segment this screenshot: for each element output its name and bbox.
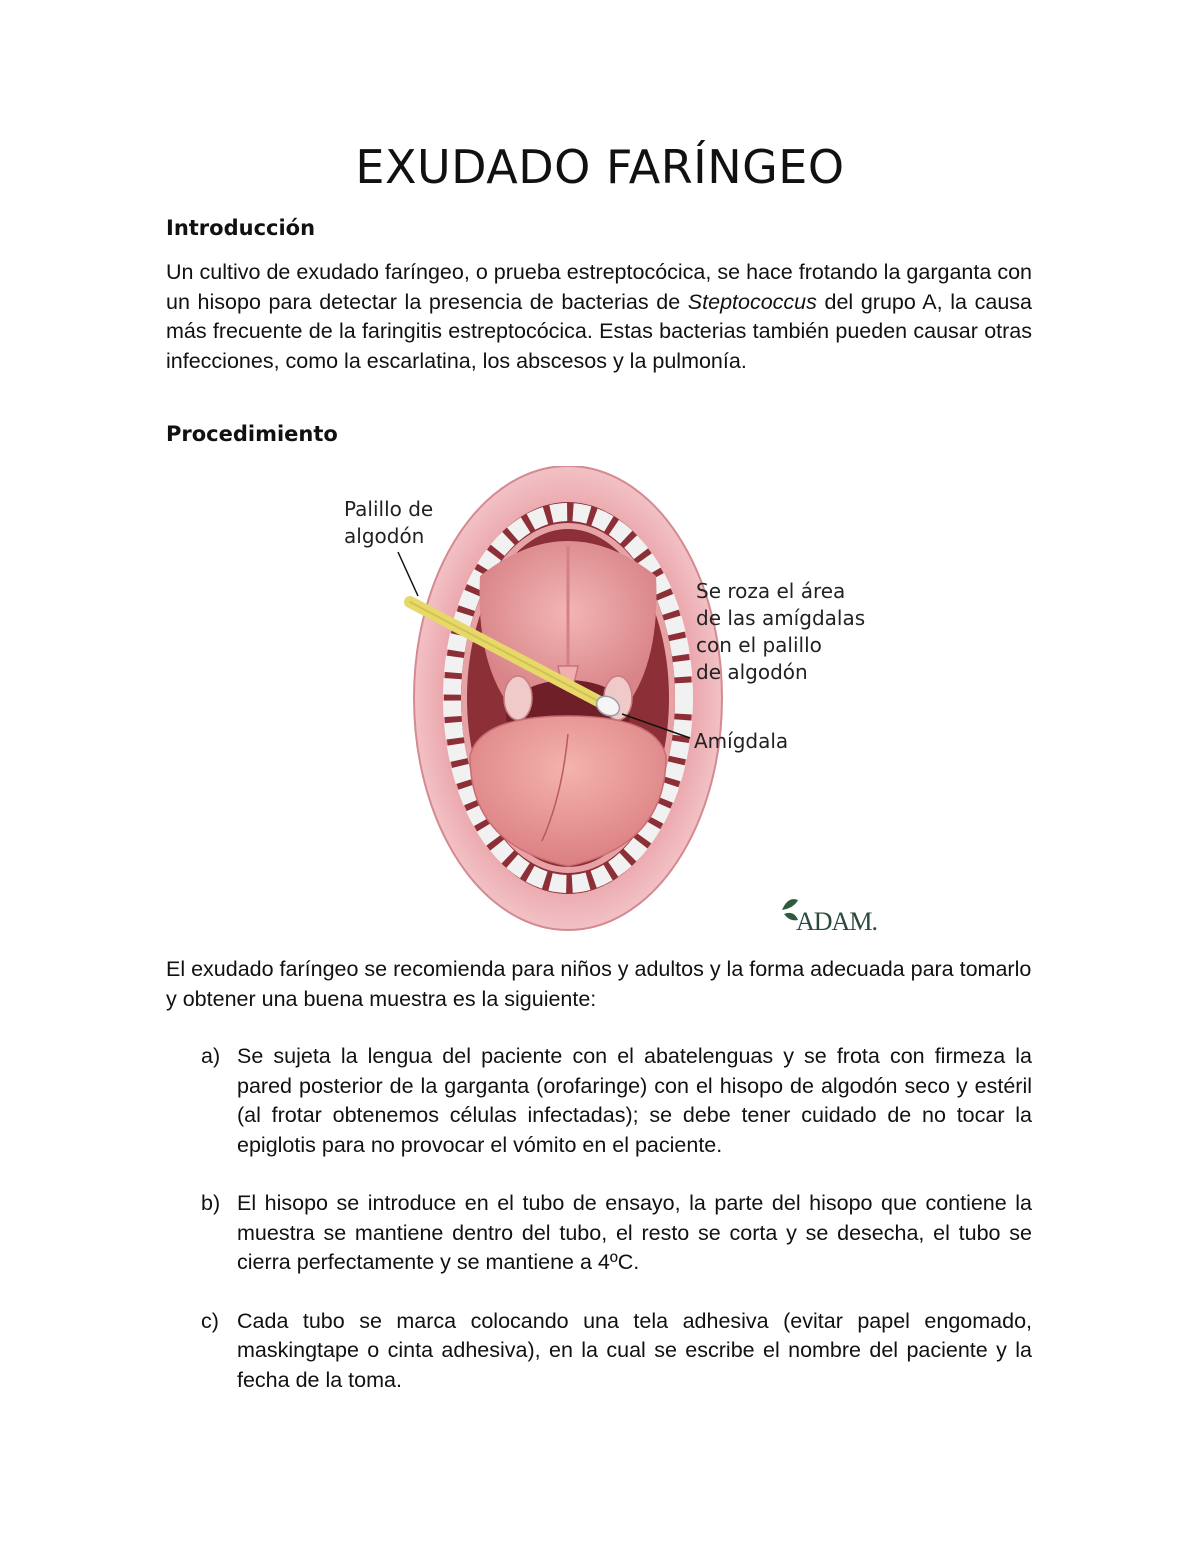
step-text: El hisopo se introduce en el tubo de ensayo, la parte del hisopo que contiene la muestra se mantiene dentro del tubo, el resto se corta y se desecha, el tubo se cierra perfectamente y se mantiene a 4ºC. bbox=[237, 1191, 1032, 1274]
label-tonsil: Amígdala bbox=[694, 729, 789, 753]
procedure-heading: Procedimiento bbox=[166, 422, 338, 446]
label-swab-line1: Palillo de bbox=[344, 497, 434, 521]
list-item bbox=[166, 1189, 1032, 1278]
intro-text-start: Un cultivo de exudado faríngeo, o prueba estreptocócica, se hace frotando la garganta con un hisopo para detectar la presencia de bacterias de bbox=[166, 260, 1032, 314]
mouth-diagram bbox=[330, 466, 890, 940]
intro-species-name: Steptococcus bbox=[687, 289, 817, 314]
label-rub-line4: de algodón bbox=[696, 660, 808, 684]
intro-paragraph bbox=[166, 258, 1032, 376]
label-rub-line3: con el palillo bbox=[696, 633, 822, 657]
adam-logo bbox=[782, 899, 877, 936]
intro-text-end: del grupo A, la causa más frecuente de la faringitis estreptocócica. Estas bacterias también pueden causar otras infecciones, como la escarlatina, los abscesos y la pulmonía. bbox=[166, 289, 1032, 373]
step-marker: b) bbox=[201, 1191, 221, 1215]
label-rub-line2: de las amígdalas bbox=[696, 606, 866, 630]
step-text: Cada tubo se marca colocando una tela adhesiva (evitar papel engomado, maskingtape o cinta adhesiva), en la cual se escribe el nombre del paciente y la fecha de la toma. bbox=[237, 1308, 1032, 1392]
step-marker: c) bbox=[201, 1308, 219, 1333]
step-text: Se sujeta la lengua del paciente con el abatelenguas y se frota con firmeza la pared posterior de la garganta (orofaringe) con el hisopo de algodón seco y estéril (al frotar obtenemos células infectadas); se debe tener cuidado de no tocar la epiglotis para no provocar el vómito en el paciente. bbox=[237, 1044, 1032, 1157]
label-swab-line2: algodón bbox=[344, 524, 425, 548]
procedure-paragraph: El exudado faríngeo se recomienda para niños y adultos y la forma adecuada para tomarlo y obtener una buena muestra es la siguiente: bbox=[166, 957, 1032, 1011]
mouth-illustration bbox=[330, 466, 890, 940]
adam-logo-text: ADAM. bbox=[796, 907, 877, 936]
document-title: EXUDADO FARÍNGEO bbox=[355, 140, 845, 194]
list-item bbox=[166, 1307, 1032, 1396]
list-item bbox=[166, 1042, 1032, 1160]
label-rub-line1: Se roza el área bbox=[696, 579, 846, 603]
step-marker: a) bbox=[201, 1044, 221, 1068]
intro-heading: Introducción bbox=[166, 216, 316, 240]
tonsil-left bbox=[504, 676, 532, 720]
swab-leader-line bbox=[398, 552, 418, 596]
procedure-steps bbox=[166, 1042, 1032, 1395]
